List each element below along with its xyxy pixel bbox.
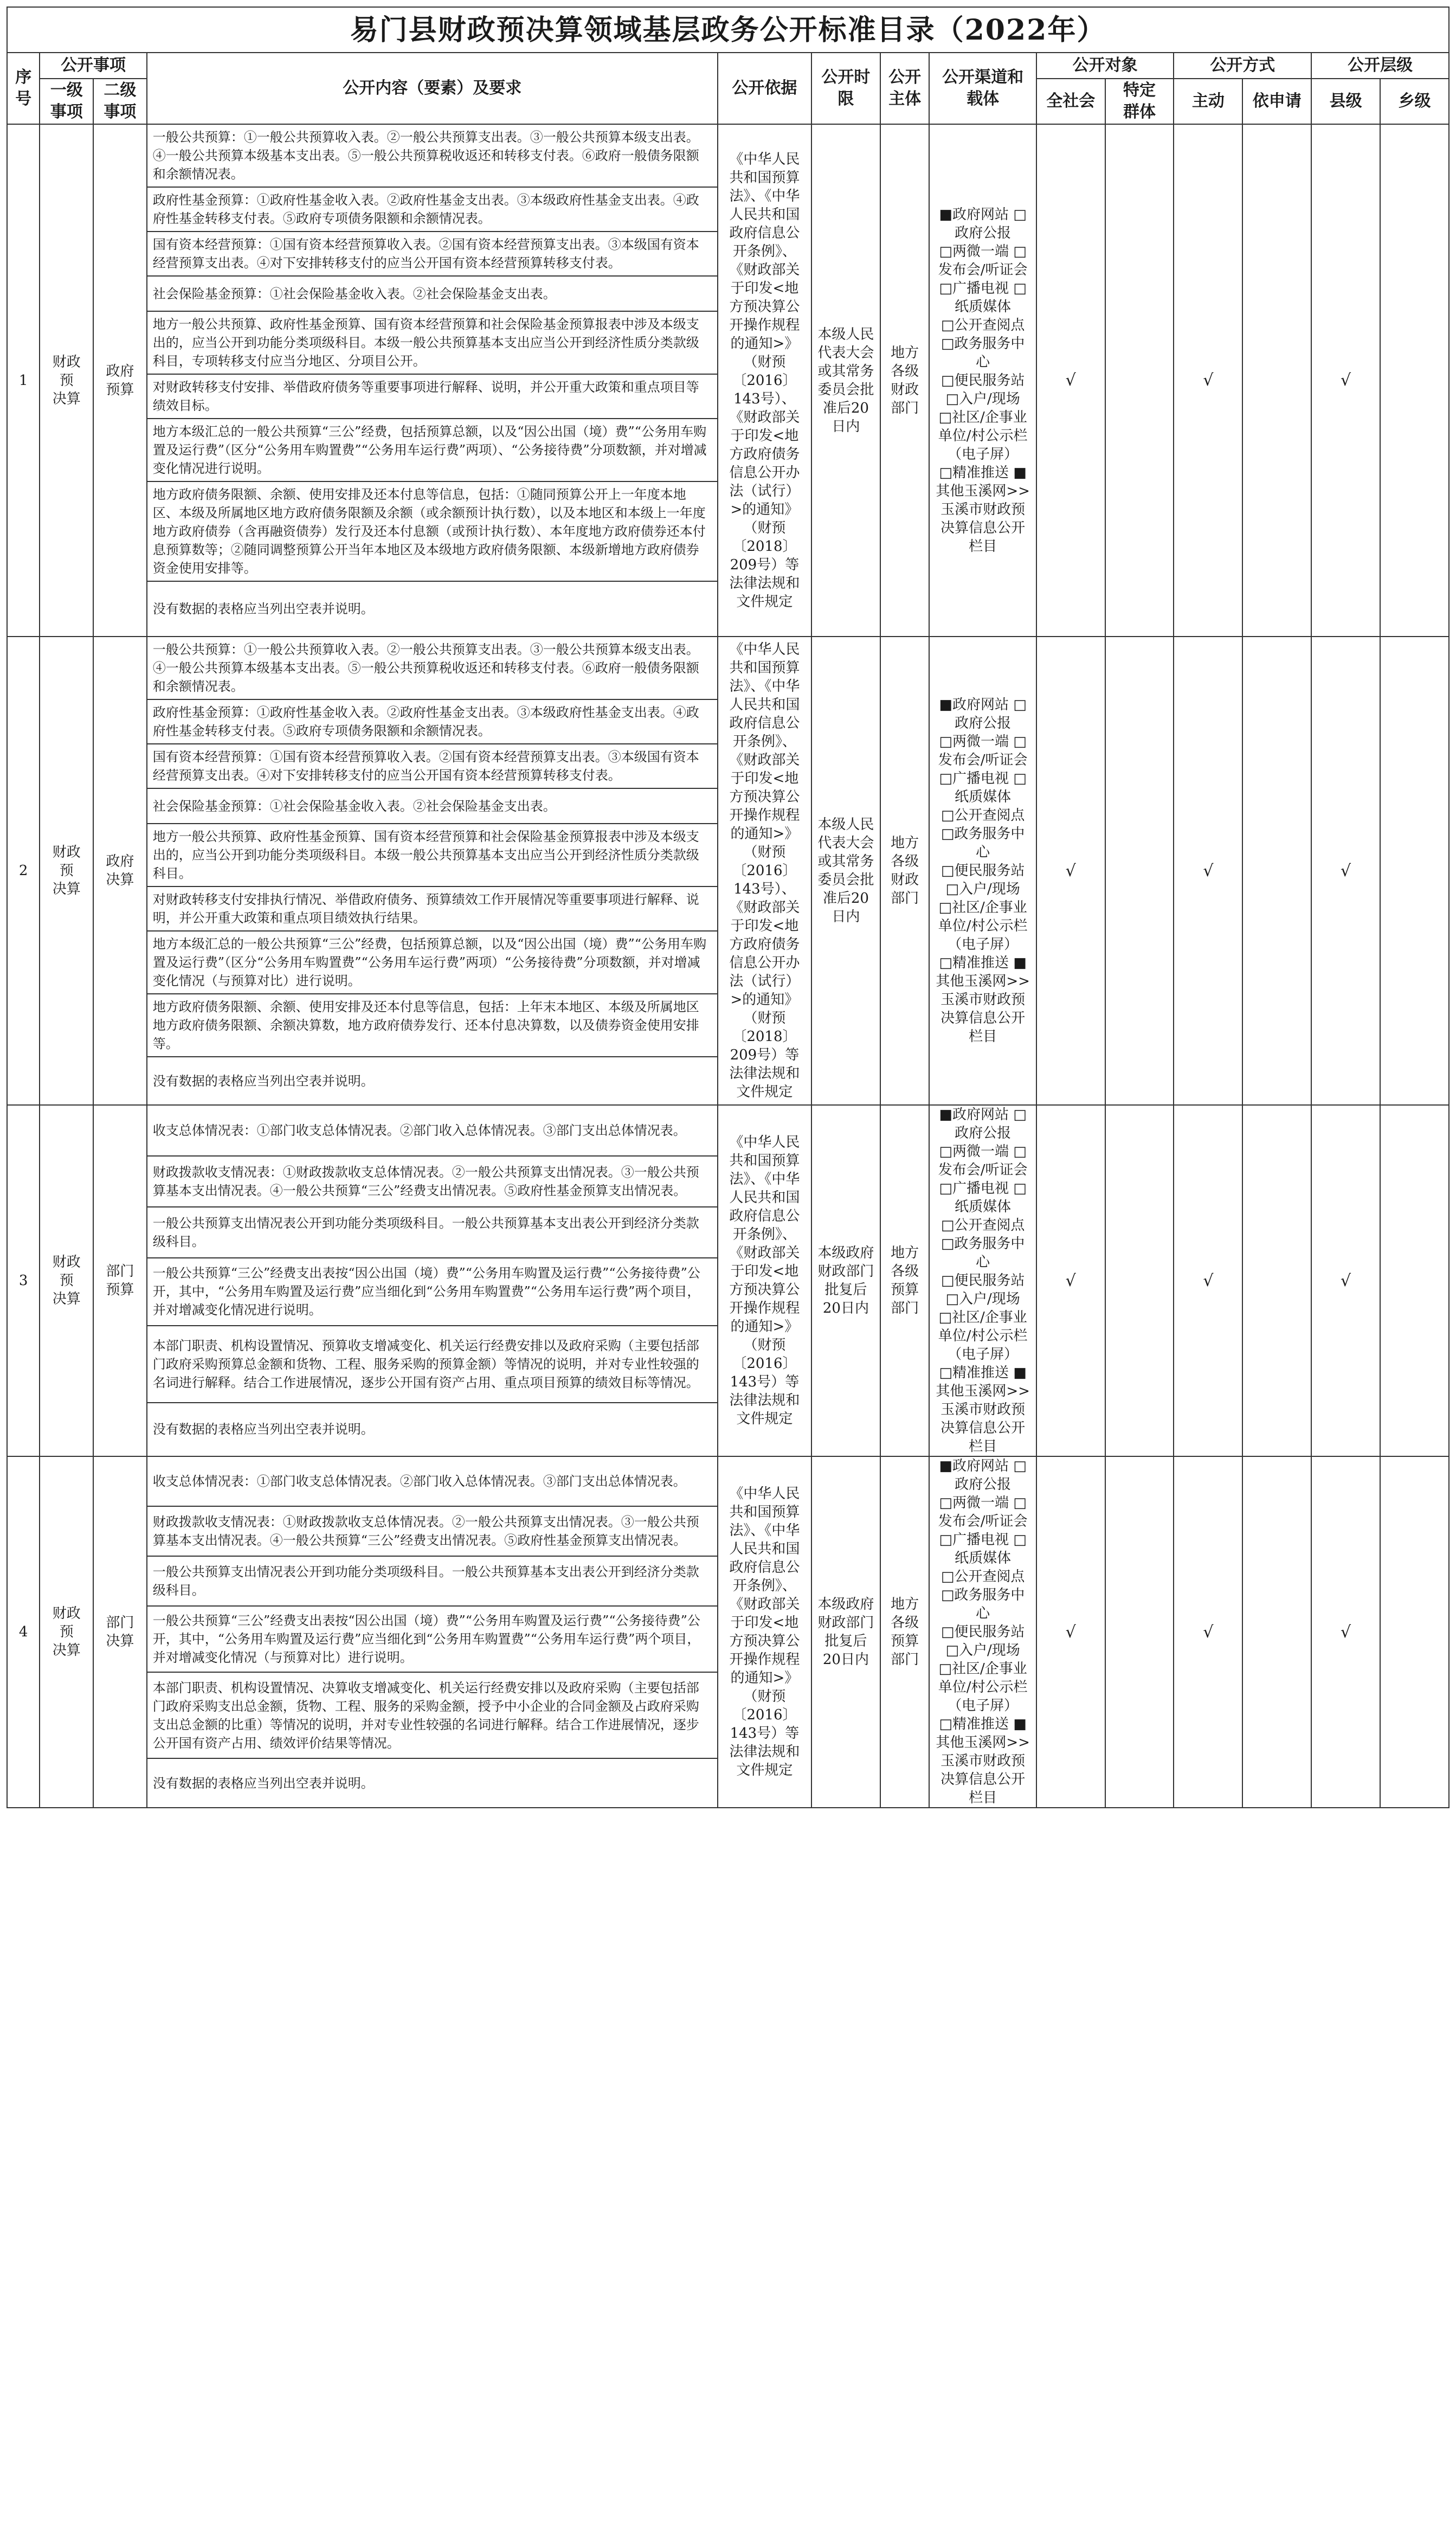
header-level1: 一级 事项 [40, 79, 93, 124]
level1-item: 财政预 决算 [40, 124, 93, 637]
content-cell: 财政拨款收支情况表：①财政拨款收支总体情况表。②一般公共预算支出情况表。③一般公共预算基本支出情况表。④一般公共预算“三公”经费支出情况表。⑤政府性基金预算支出情况表。 [147, 1156, 718, 1207]
header-target: 公开对象 [1036, 53, 1174, 79]
method-active-cell: √ [1174, 1456, 1242, 1808]
content-cell: 地方一般公共预算、政府性基金预算、国有资本经营预算和社会保险基金预算报表中涉及本级支出的，应当公开到功能分类项级科目。本级一般公共预算基本支出应当公开到经济性质分类款级科目，专项转移支付应当分地区、分项目公开。 [147, 311, 718, 374]
level-county-cell: √ [1311, 124, 1380, 637]
level1-item: 财政预 决算 [40, 1105, 93, 1456]
public-body-cell: 地方各级预算部门 [880, 1105, 930, 1456]
method-request-cell [1242, 1105, 1311, 1456]
header-level-county: 县级 [1311, 79, 1380, 124]
basis-cell: 《中华人民共和国预算法》、《中华人民共和国政府信息公开条例》、《财政部关于印发<地方预决算公开操作规程的通知>》（财预〔2016〕143号）等法律法规和文件规定 [718, 1456, 811, 1808]
level2-item: 政府 预算 [93, 124, 147, 637]
table-row [7, 124, 1449, 187]
level-town-cell [1380, 124, 1449, 637]
header-target-special: 特定 群体 [1105, 79, 1174, 124]
table-row [7, 1456, 1449, 1506]
basis-cell: 《中华人民共和国预算法》、《中华人民共和国政府信息公开条例》、《财政部关于印发<地方预决算公开操作规程的通知>》（财预〔2016〕143号）、《财政部关于印发<地方政府债务信息公开办法（试行）>的通知》（财预〔2018〕209号）等法律法规和文件规定 [718, 124, 811, 637]
content-cell: 地方本级汇总的一般公共预算“三公”经费，包括预算总额，以及“因公出国（境）费”“公务用车购置及运行费”（区分“公务用车购置费”“公务用车运行费”两项）“公务接待费”分项数额，并对增减变化情况（与预算对比）进行说明。 [147, 931, 718, 994]
row-seq: 4 [7, 1456, 40, 1808]
content-cell: 一般公共预算“三公”经费支出表按“因公出国（境）费”“公务用车购置及运行费”“公务接待费”公开，其中，“公务用车购置及运行费”应当细化到“公务用车购置费”“公务用车运行费”两个项目，并对增减变化情况（与预算对比）进行说明。 [147, 1606, 718, 1673]
time-limit-cell: 本级政府财政部门批复后20日内 [811, 1105, 880, 1456]
content-cell: 一般公共预算：①一般公共预算收入表。②一般公共预算支出表。③一般公共预算本级支出表。④一般公共预算本级基本支出表。⑤一般公共预算税收返还和转移支付表。⑥政府一般债务限额和余额情况表。 [147, 124, 718, 187]
header-basis: 公开依据 [718, 53, 811, 124]
content-cell: 社会保险基金预算：①社会保险基金收入表。②社会保险基金支出表。 [147, 788, 718, 824]
content-cell: 社会保险基金预算：①社会保险基金收入表。②社会保险基金支出表。 [147, 276, 718, 311]
header-content: 公开内容（要素）及要求 [147, 53, 718, 124]
level2-item: 部门 预算 [93, 1105, 147, 1456]
content-cell: 一般公共预算“三公”经费支出表按“因公出国（境）费”“公务用车购置及运行费”“公务接待费”公开，其中，“公务用车购置及运行费”应当细化到“公务用车购置费”“公务用车运行费”两个项目，并对增减变化情况进行说明。 [147, 1258, 718, 1326]
target-special-cell [1105, 1456, 1174, 1808]
content-cell: 地方政府债务限额、余额、使用安排及还本付息等信息，包括：上年末本地区、本级及所属地区地方政府债务限额、余额决算数，地方政府债券发行、还本付息决算数，以及债券资金使用安排等。 [147, 994, 718, 1057]
target-special-cell [1105, 124, 1174, 637]
target-special-cell [1105, 637, 1174, 1105]
content-cell: 一般公共预算：①一般公共预算收入表。②一般公共预算支出表。③一般公共预算本级支出表。④一般公共预算本级基本支出表。⑤一般公共预算税收返还和转移支付表。⑥政府一般债务限额和余额情况表。 [147, 637, 718, 699]
header-body: 公开 主体 [880, 53, 930, 124]
content-cell: 国有资本经营预算：①国有资本经营预算收入表。②国有资本经营预算支出表。③本级国有资本经营预算支出表。④对下安排转移支付的应当公开国有资本经营预算转移支付表。 [147, 232, 718, 276]
level-county-cell: √ [1311, 1456, 1380, 1808]
method-request-cell [1242, 124, 1311, 637]
content-cell: 没有数据的表格应当列出空表并说明。 [147, 1403, 718, 1456]
content-cell: 对财政转移支付安排、举借政府债务等重要事项进行解释、说明，并公开重大政策和重点项目等绩效目标。 [147, 374, 718, 419]
header-method-active: 主动 [1174, 79, 1242, 124]
level-town-cell [1380, 637, 1449, 1105]
content-cell: 一般公共预算支出情况表公开到功能分类项级科目。一般公共预算基本支出表公开到经济分类款级科目。 [147, 1207, 718, 1258]
header-seq: 序号 [7, 53, 40, 124]
content-cell: 国有资本经营预算：①国有资本经营预算收入表。②国有资本经营预算支出表。③本级国有资本经营预算支出表。④对下安排转移支付的应当公开国有资本经营预算转移支付表。 [147, 744, 718, 788]
level-county-cell: √ [1311, 637, 1380, 1105]
content-cell: 没有数据的表格应当列出空表并说明。 [147, 581, 718, 637]
time-limit-cell: 本级人民代表大会或其常务委员会批准后20日内 [811, 637, 880, 1105]
standard-catalog-document [7, 7, 1449, 2537]
method-request-cell [1242, 637, 1311, 1105]
header-level2: 二级 事项 [93, 79, 147, 124]
channels-cell: ■政府网站 □政府公报 □两微一端 □发布会/听证会 □广播电视 □纸质媒体 □公开查阅点 □政务服务中心 □便民服务站 □入户/现场 □社区/企事业单位/村公示栏（电子屏） □精准推送 ■其他玉溪网>>玉溪市财政预决算信息公开栏目 [929, 124, 1036, 637]
content-cell: 没有数据的表格应当列出空表并说明。 [147, 1057, 718, 1105]
content-cell: 本部门职责、机构设置情况、预算收支增减变化、机关运行经费安排以及政府采购（主要包括部门政府采购预算总金额和货物、工程、服务采购的预算金额）等情况的说明，并对专业性较强的名词进行解释。结合工作进展情况，逐步公开国有资产占用、重点项目预算的绩效目标等情况。 [147, 1326, 718, 1402]
content-cell: 地方政府债务限额、余额、使用安排及还本付息等信息，包括：①随同预算公开上一年度本地区、本级及所属地区地方政府债务限额及余额（或余额预计执行数），以及本地区和本级上一年度地方政府债券（含再融资债券）发行及还本付息额（或预计执行数）、本年度地方政府债券还本付息预算数等；②随同调整预算公开当年本地区及本级地方政府债务限额、本级新增地方政府债券资金使用安排等。 [147, 481, 718, 581]
table-row [7, 1105, 1449, 1156]
content-cell: 政府性基金预算：①政府性基金收入表。②政府性基金支出表。③本级政府性基金支出表。④政府性基金转移支付表。⑤政府专项债务限额和余额情况表。 [147, 187, 718, 232]
level2-item: 部门 决算 [93, 1456, 147, 1808]
row-seq: 1 [7, 124, 40, 637]
content-cell: 没有数据的表格应当列出空表并说明。 [147, 1758, 718, 1808]
content-cell: 收支总体情况表：①部门收支总体情况表。②部门收入总体情况表。③部门支出总体情况表。 [147, 1105, 718, 1156]
header-public-items: 公开事项 [40, 53, 146, 79]
public-body-cell: 地方各级财政部门 [880, 637, 930, 1105]
level-county-cell: √ [1311, 1105, 1380, 1456]
header-channels: 公开渠道和 载体 [929, 53, 1036, 124]
target-all-cell: √ [1036, 1456, 1105, 1808]
time-limit-cell: 本级人民代表大会或其常务委员会批准后20日内 [811, 124, 880, 637]
header-time: 公开时 限 [811, 53, 880, 124]
catalog-body [7, 124, 1449, 1808]
content-cell: 对财政转移支付安排执行情况、举借政府债务、预算绩效工作开展情况等重要事项进行解释、说明，并公开重大政策和重点项目绩效执行结果。 [147, 886, 718, 931]
time-limit-cell: 本级政府财政部门批复后20日内 [811, 1456, 880, 1808]
row-seq: 3 [7, 1105, 40, 1456]
row-seq: 2 [7, 637, 40, 1105]
header-level: 公开层级 [1311, 53, 1449, 79]
content-cell: 收支总体情况表：①部门收支总体情况表。②部门收入总体情况表。③部门支出总体情况表。 [147, 1456, 718, 1506]
basis-cell: 《中华人民共和国预算法》、《中华人民共和国政府信息公开条例》、《财政部关于印发<地方预决算公开操作规程的通知>》（财预〔2016〕143号）、《财政部关于印发<地方政府债务信息公开办法（试行）>的通知》（财预〔2018〕209号）等法律法规和文件规定 [718, 637, 811, 1105]
method-active-cell: √ [1174, 1105, 1242, 1456]
table-row [7, 637, 1449, 699]
target-all-cell: √ [1036, 124, 1105, 637]
target-all-cell: √ [1036, 1105, 1105, 1456]
content-cell: 政府性基金预算：①政府性基金收入表。②政府性基金支出表。③本级政府性基金支出表。④政府性基金转移支付表。⑤政府专项债务限额和余额情况表。 [147, 699, 718, 744]
header-method-request: 依申请 [1242, 79, 1311, 124]
content-cell: 财政拨款收支情况表：①财政拨款收支总体情况表。②一般公共预算支出情况表。③一般公共预算基本支出情况表。④一般公共预算“三公”经费支出情况表。⑤政府性基金预算支出情况表。 [147, 1506, 718, 1556]
method-request-cell [1242, 1456, 1311, 1808]
content-cell: 地方本级汇总的一般公共预算“三公”经费，包括预算总额，以及“因公出国（境）费”“公务用车购置及运行费”（区分“公务用车购置费”“公务用车运行费”两项）、“公务接待费”分项数额，并对增减变化情况进行说明。 [147, 419, 718, 481]
level-town-cell [1380, 1105, 1449, 1456]
channels-cell: ■政府网站 □政府公报 □两微一端 □发布会/听证会 □广播电视 □纸质媒体 □公开查阅点 □政务服务中心 □便民服务站 □入户/现场 □社区/企事业单位/村公示栏（电子屏） □精准推送 ■其他玉溪网>>玉溪市财政预决算信息公开栏目 [929, 1456, 1036, 1808]
header-level-town: 乡级 [1380, 79, 1449, 124]
channels-cell: ■政府网站 □政府公报 □两微一端 □发布会/听证会 □广播电视 □纸质媒体 □公开查阅点 □政务服务中心 □便民服务站 □入户/现场 □社区/企事业单位/村公示栏（电子屏） □精准推送 ■其他玉溪网>>玉溪市财政预决算信息公开栏目 [929, 637, 1036, 1105]
content-cell: 本部门职责、机构设置情况、决算收支增减变化、机关运行经费安排以及政府采购（主要包括部门政府采购支出总金额，货物、工程、服务的采购金额，授予中小企业的合同金额及占政府采购支出总金额的比重）等情况的说明，并对专业性较强的名词进行解释。结合工作进展情况，逐步公开国有资产占用、绩效评价结果等情况。 [147, 1672, 718, 1758]
level1-item: 财政预 决算 [40, 637, 93, 1105]
catalog-table [7, 52, 1449, 1808]
channels-cell: ■政府网站 □政府公报 □两微一端 □发布会/听证会 □广播电视 □纸质媒体 □公开查阅点 □政务服务中心 □便民服务站 □入户/现场 □社区/企事业单位/村公示栏（电子屏） □精准推送 ■其他玉溪网>>玉溪市财政预决算信息公开栏目 [929, 1105, 1036, 1456]
content-cell: 地方一般公共预算、政府性基金预算、国有资本经营预算和社会保险基金预算报表中涉及本级支出的，应当公开到功能分类项级科目。本级一般公共预算基本支出应当公开到经济性质分类款级科目。 [147, 824, 718, 886]
level2-item: 政府 决算 [93, 637, 147, 1105]
document-title: 易门县财政预决算领域基层政务公开标准目录（2022年） [7, 7, 1449, 52]
public-body-cell: 地方各级预算部门 [880, 1456, 930, 1808]
public-body-cell: 地方各级财政部门 [880, 124, 930, 637]
target-all-cell: √ [1036, 637, 1105, 1105]
header-method: 公开方式 [1174, 53, 1311, 79]
method-active-cell: √ [1174, 124, 1242, 637]
basis-cell: 《中华人民共和国预算法》、《中华人民共和国政府信息公开条例》、《财政部关于印发<地方预决算公开操作规程的通知>》（财预〔2016〕143号）等法律法规和文件规定 [718, 1105, 811, 1456]
method-active-cell: √ [1174, 637, 1242, 1105]
target-special-cell [1105, 1105, 1174, 1456]
header-target-all: 全社会 [1036, 79, 1105, 124]
content-cell: 一般公共预算支出情况表公开到功能分类项级科目。一般公共预算基本支出表公开到经济分类款级科目。 [147, 1556, 718, 1606]
level-town-cell [1380, 1456, 1449, 1808]
level1-item: 财政预 决算 [40, 1456, 93, 1808]
